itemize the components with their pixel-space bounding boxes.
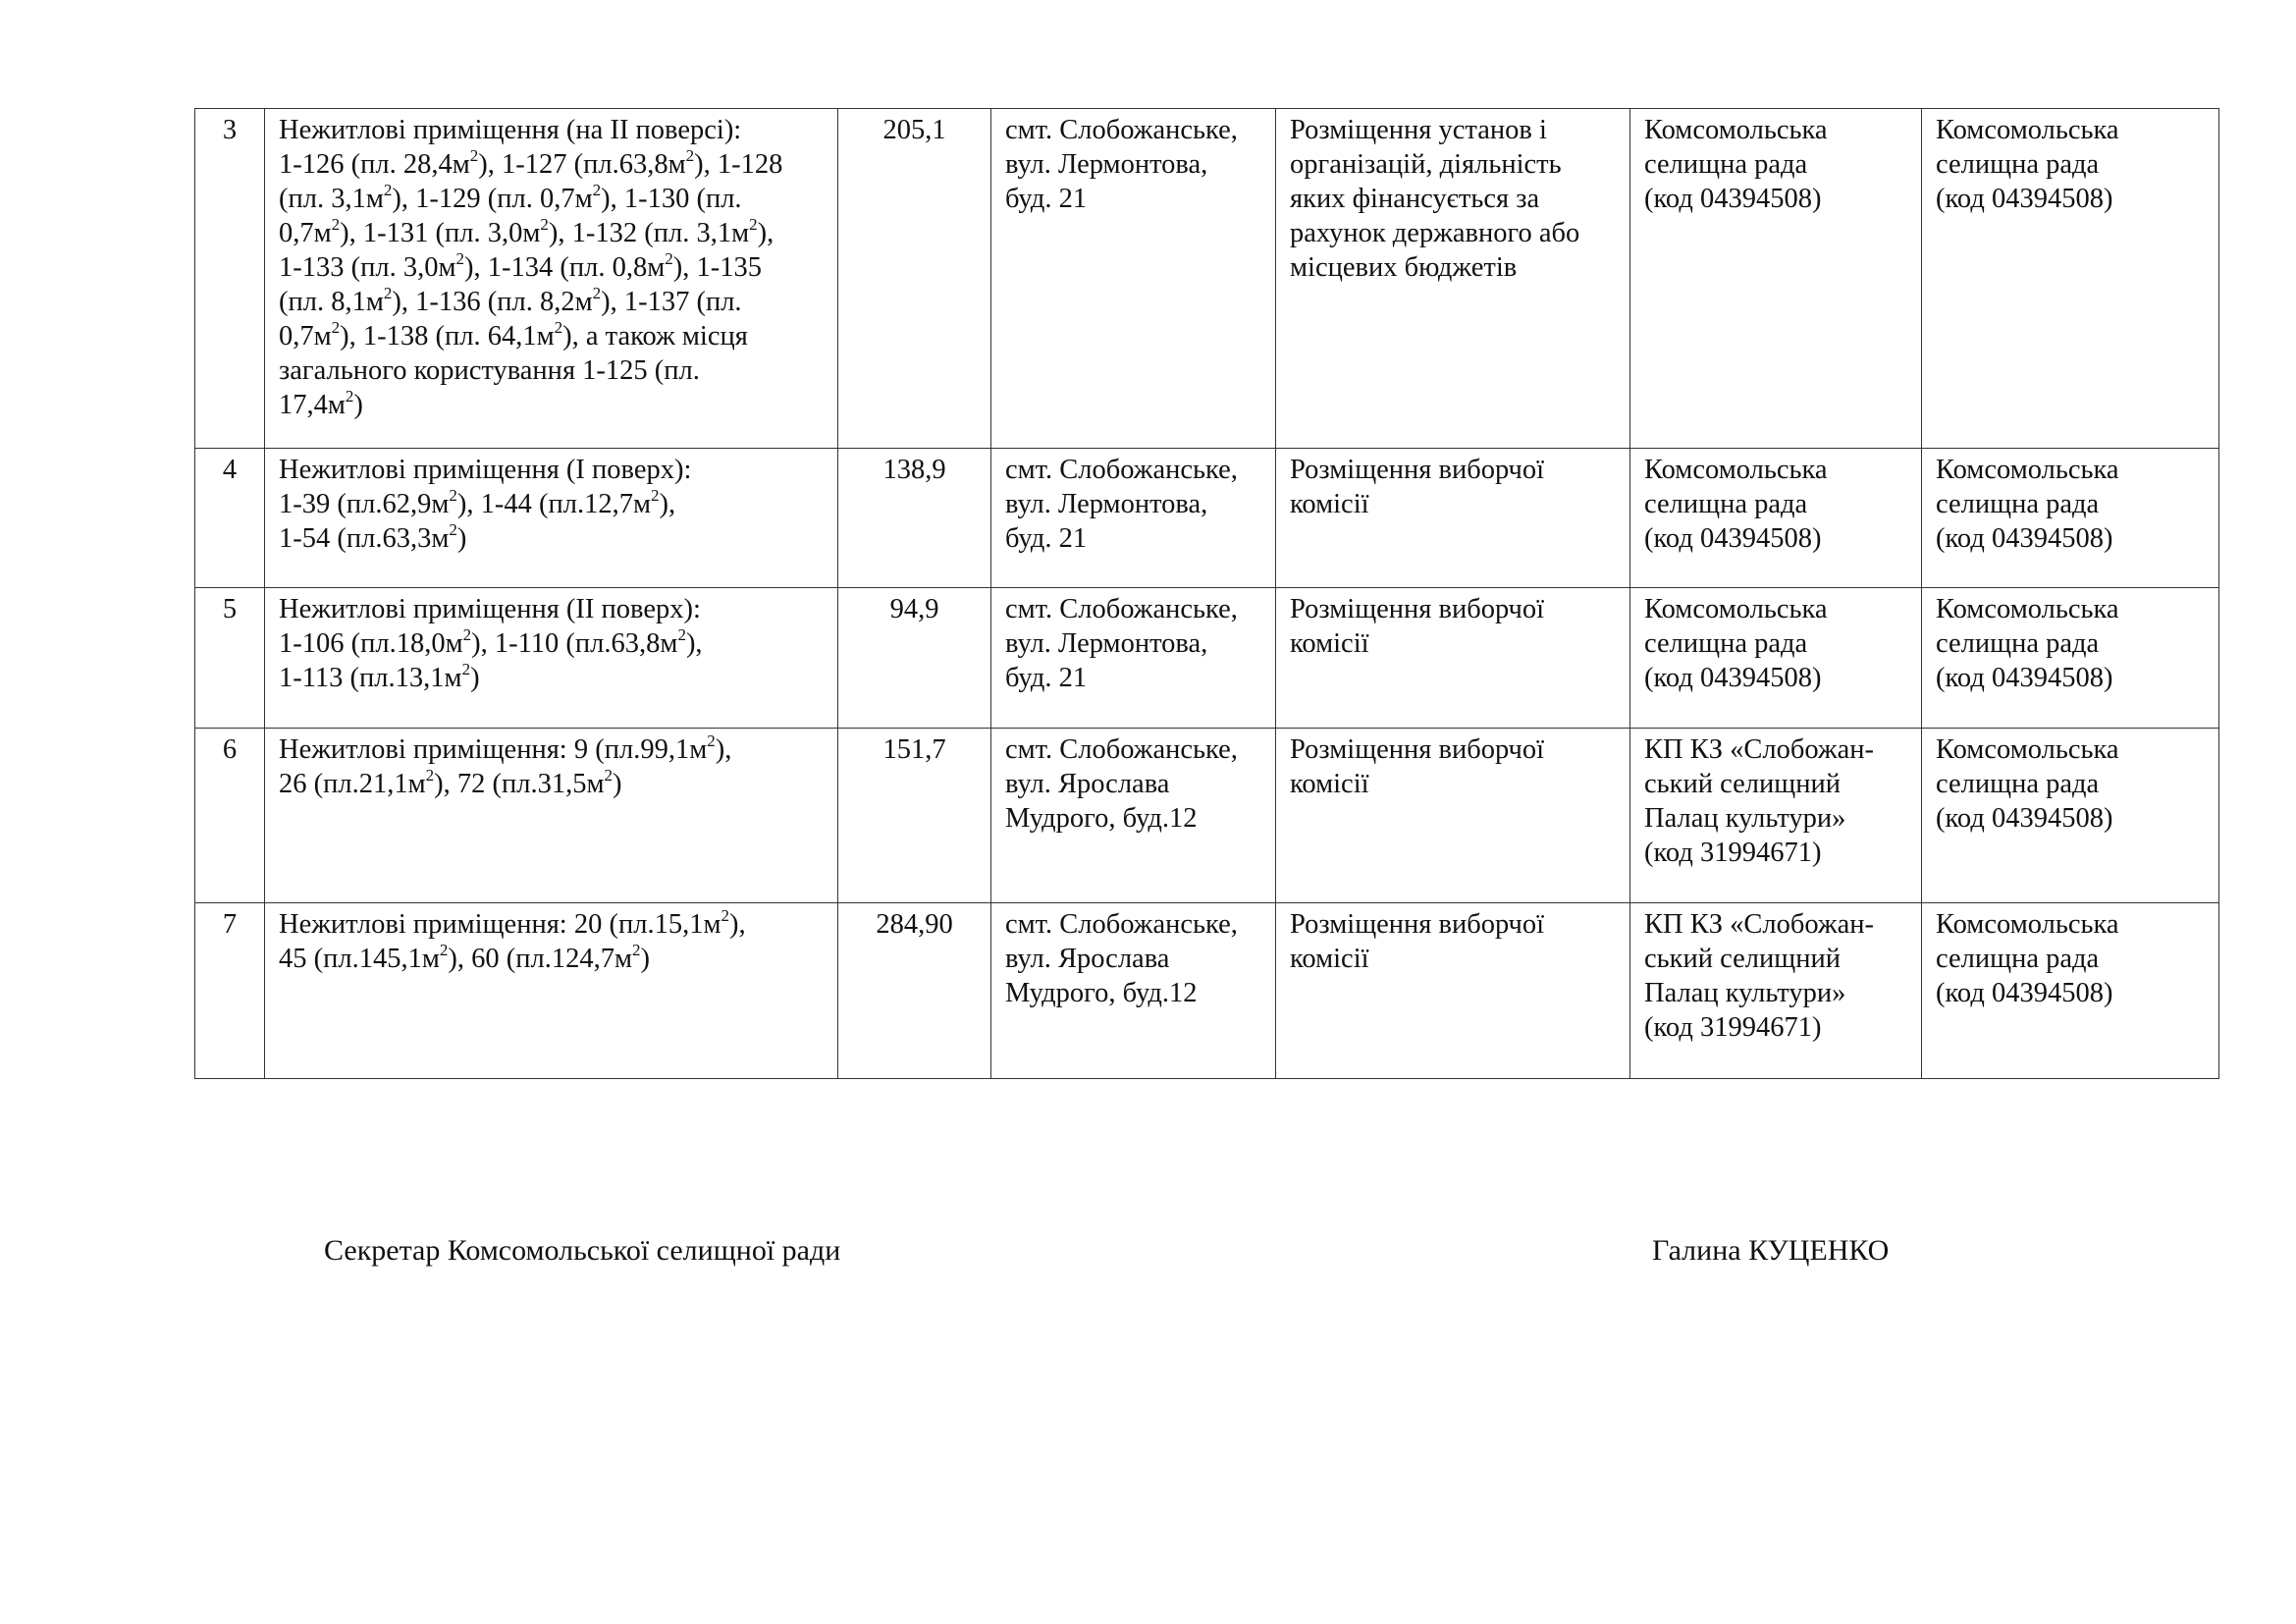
premises-description: Нежитлові приміщення: 20 $(пл.15,1м^2)$, 45 $(пл.145,1м^2)$, 60 $(пл.124,7м^2)$ (265, 903, 838, 1079)
premises-area: 151,7 (838, 729, 991, 903)
row-number: 3 (195, 109, 265, 449)
owner: Комсомольська селищна рада (код 04394508) (1922, 588, 2219, 729)
premises-purpose: Розміщення виборчої комісії (1276, 588, 1630, 729)
row-number: 6 (195, 729, 265, 903)
premises-address: смт. Слобожанське, вул. Лермонтова, буд. 21 (991, 449, 1276, 588)
balance-holder: Комсомольська селищна рада (код 04394508) (1630, 109, 1922, 449)
premises-address: смт. Слобожанське, вул. Лермонтова, буд. 21 (991, 588, 1276, 729)
table-row (195, 109, 2219, 449)
balance-holder: КП КЗ «Слобожан- ський селищний Палац культури» (код 31994671) (1630, 903, 1922, 1079)
premises-purpose: Розміщення виборчої комісії (1276, 729, 1630, 903)
premises-address: смт. Слобожанське, вул. Ярослава Мудрого, буд.12 (991, 903, 1276, 1079)
premises-address: смт. Слобожанське, вул. Лермонтова, буд. 21 (991, 109, 1276, 449)
premises-description: Нежитлові приміщення (на II поверсі): 1-126 (пл. $28,4м^2$), 1-127 $(пл.63,8м^2)$, 1-128 (пл. $3,1м^2$), 1-129 (пл. $0,7м^2$), 1-130 (пл. $0,7м^2$), 1-131 (пл. $3,0м^2$), 1-132 (пл. $3,1м^2$), 1-133 (пл. $3,0м^2$), 1-134 (пл. $0,8м^2$), 1-135 (пл. $8,1м^2$), 1-136 (пл. $8,2м^2$), 1-137 (пл. $0,7м^2$), 1-138 (пл. $64,1м^2$), а також місця загального користування 1-125 (пл. $17,4м^2$) (265, 109, 838, 449)
premises-address: смт. Слобожанське, вул. Ярослава Мудрого, буд.12 (991, 729, 1276, 903)
owner: Комсомольська селищна рада (код 04394508) (1922, 109, 2219, 449)
premises-area: 284,90 (838, 903, 991, 1079)
balance-holder: КП КЗ «Слобожан- ський селищний Палац культури» (код 31994671) (1630, 729, 1922, 903)
premises-area: 205,1 (838, 109, 991, 449)
table-row (195, 903, 2219, 1079)
table-row (195, 588, 2219, 729)
owner: Комсомольська селищна рада (код 04394508) (1922, 903, 2219, 1079)
secretary-name: Галина КУЦЕНКО (1652, 1234, 1890, 1267)
row-number: 7 (195, 903, 265, 1079)
table-row (195, 729, 2219, 903)
premises-description: Нежитлові приміщення (II поверх): 1-106 $(пл.18,0м^2)$, 1-110 $(пл.63,8м^2)$, 1-113 $(пл.13,1м^2)$ (265, 588, 838, 729)
owner: Комсомольська селищна рада (код 04394508) (1922, 729, 2219, 903)
premises-purpose: Розміщення виборчої комісії (1276, 449, 1630, 588)
balance-holder: Комсомольська селищна рада (код 04394508) (1630, 449, 1922, 588)
premises-table (194, 108, 2219, 1079)
premises-purpose: Розміщення виборчої комісії (1276, 903, 1630, 1079)
premises-purpose: Розміщення установ і організацій, діяльність яких фінансується за рахунок державного або місцевих бюджетів (1276, 109, 1630, 449)
owner: Комсомольська селищна рада (код 04394508) (1922, 449, 2219, 588)
premises-area: 94,9 (838, 588, 991, 729)
row-number: 4 (195, 449, 265, 588)
secretary-title: Секретар Комсомольської селищної ради (324, 1234, 841, 1267)
premises-description: Нежитлові приміщення: 9 $(пл.99,1м^2)$, 26 $(пл.21,1м^2)$, 72 $(пл.31,5м^2)$ (265, 729, 838, 903)
table-row (195, 449, 2219, 588)
premises-area: 138,9 (838, 449, 991, 588)
premises-description: Нежитлові приміщення (I поверх): 1-39 $(пл.62,9м^2)$, 1-44 $(пл.12,7м^2)$, 1-54 $(пл.63,3м^2)$ (265, 449, 838, 588)
balance-holder: Комсомольська селищна рада (код 04394508) (1630, 588, 1922, 729)
row-number: 5 (195, 588, 265, 729)
